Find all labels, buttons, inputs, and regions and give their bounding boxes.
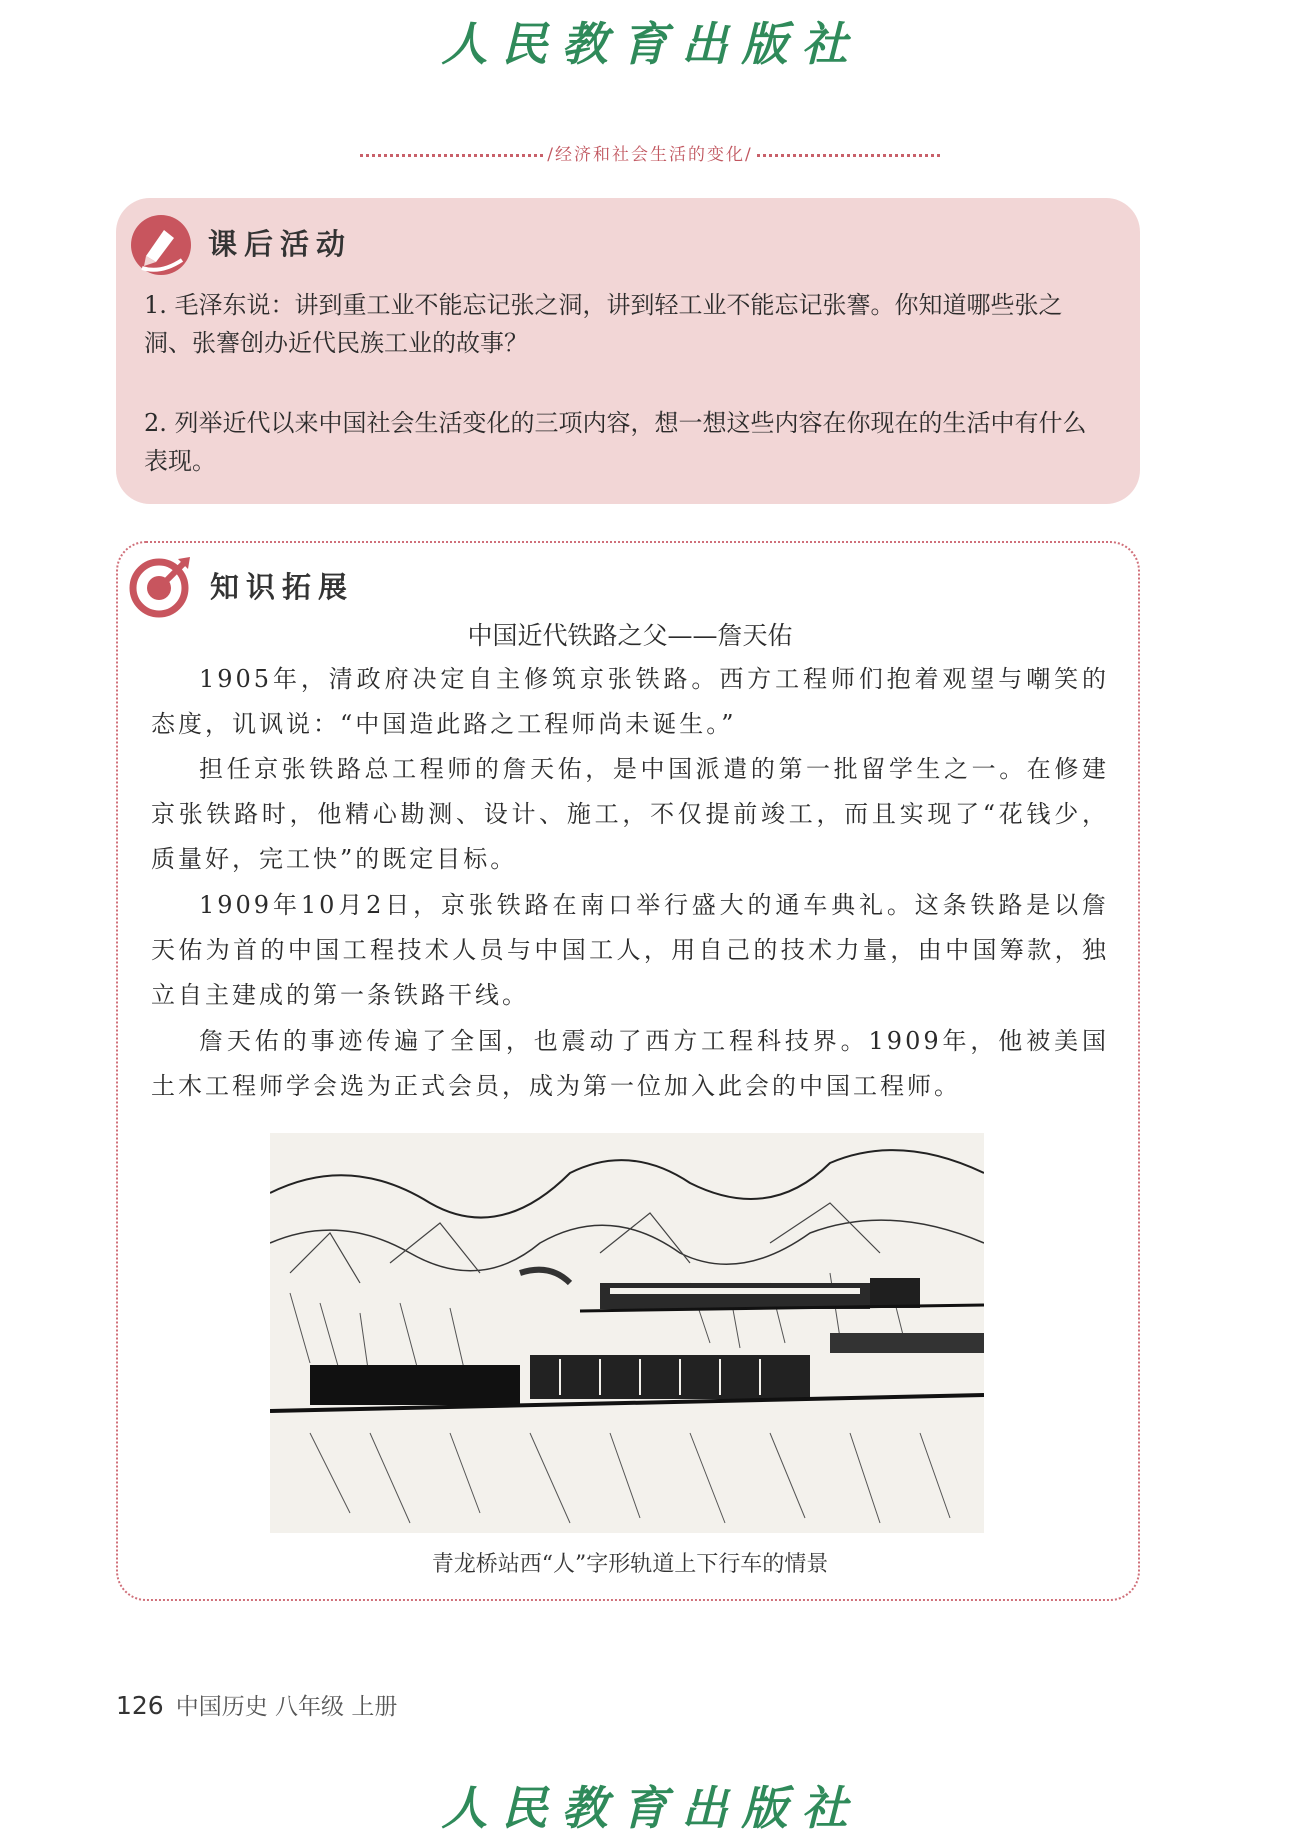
book-title: 中国历史 八年级 上册: [175, 1694, 398, 1720]
header-dots-right: [757, 154, 940, 157]
article-paragraph: 詹天佑的事迹传遍了全国，也震动了西方工程科技界。1909年，他被美国土木工程师学会选为正式会员，成为第一位加入此会的中国工程师。: [151, 1027, 1109, 1100]
article-title: 中国近代铁路之父——詹天佑: [467, 621, 793, 650]
pencil-badge-icon: [128, 212, 194, 278]
publisher-logo-top: 人民教育出版社: [441, 17, 862, 71]
after-class-activities-box: [116, 198, 1140, 504]
page-number: 126: [116, 1691, 164, 1720]
knowledge-title: 知识拓展: [210, 570, 355, 604]
article-paragraph: 1909年10月2日，京张铁路在南口举行盛大的通车典礼。这条铁路是以詹天佑为首的中国工程技术人员与中国工人，用自己的技术力量，由中国筹款，独立自主建成的第一条铁路干线。: [151, 891, 1109, 1009]
header-dots-left: [360, 154, 543, 157]
publisher-logo-bottom: 人民教育出版社: [441, 1781, 862, 1835]
railway-sketch-image: [270, 1133, 984, 1533]
article-paragraph: 1905年，清政府决定自主修筑京张铁路。西方工程师们抱着观望与嘲笑的态度，讥讽说：“中国造此路之工程师尚未诞生。”: [151, 665, 1109, 738]
activities-title: 课后活动: [208, 227, 353, 261]
chapter-header: [360, 140, 940, 165]
article-paragraph: 担任京张铁路总工程师的詹天佑，是中国派遣的第一批留学生之一。在修建京张铁路时，他精心勘测、设计、施工，不仅提前竣工，而且实现了“花钱少，质量好，完工快”的既定目标。: [151, 755, 1109, 873]
figure-caption: 青龙桥站西“人”字形轨道上下行车的情景: [431, 1552, 829, 1577]
activity-question-1: 1. 毛泽东说：讲到重工业不能忘记张之洞，讲到轻工业不能忘记张謇。你知道哪些张之洞、张謇创办近代民族工业的故事？: [144, 291, 1063, 357]
activity-question-2: 2. 列举近代以来中国社会生活变化的三项内容，想一想这些内容在你现在的生活中有什么表现。: [144, 409, 1087, 475]
target-arrow-icon: [128, 553, 194, 619]
knowledge-extension-box: [116, 541, 1140, 1601]
chapter-title: /经济和社会生活的变化/: [547, 145, 753, 165]
page-footer: [116, 1688, 397, 1721]
